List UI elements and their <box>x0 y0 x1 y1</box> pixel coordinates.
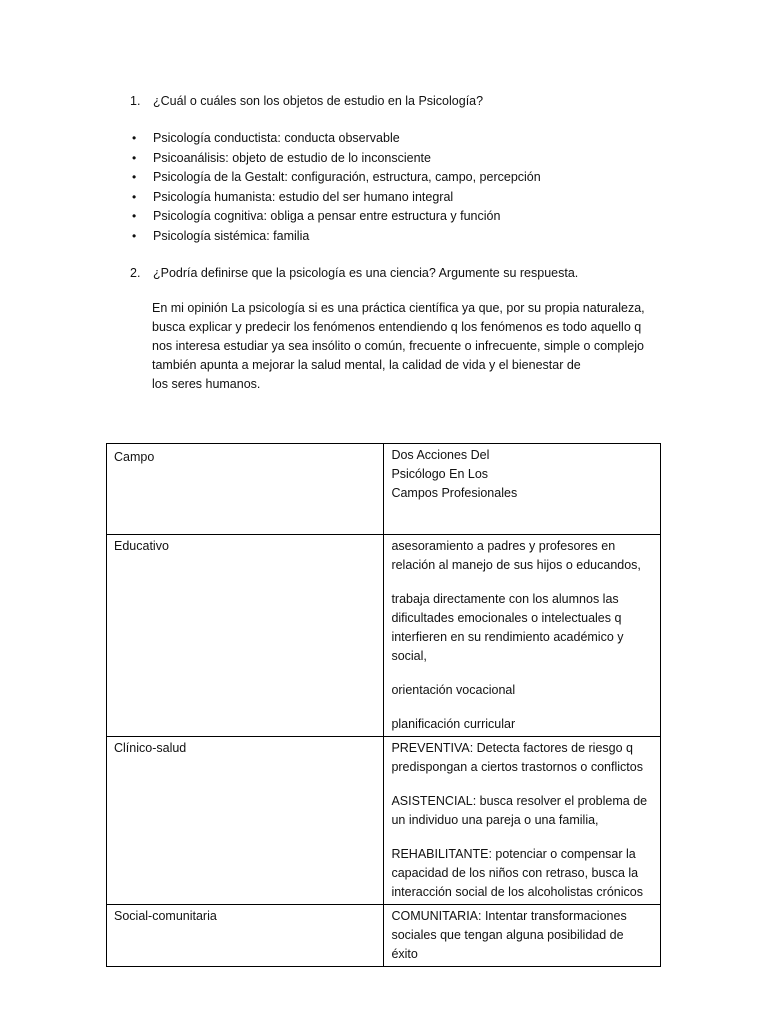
bullet-icon: • <box>132 209 137 223</box>
header-campo: Campo <box>107 444 384 535</box>
acciones-cell: asesoramiento a padres y profesores en relación al manejo de sus hijos o educandos, trabaja directamente con los alumnos las dificultades emocionales o intelectuales q interfieren en su rendimiento académico y social, orientación vocacional planificación curricular <box>384 535 661 737</box>
answer-line: también apunta a mejorar la salud mental, la calidad de vida y el bienestar de <box>152 358 581 372</box>
question-2-number: 2. <box>130 266 141 280</box>
acciones-cell: PREVENTIVA: Detecta factores de riesgo q predispongan a ciertos trastornos o conflictos ASISTENCIAL: busca resolver el problema de un individuo una pareja o una familia, REHABILITANTE: potenciar o compensar la capacidad de los niños con retraso, busca la interacción social de los alcoholistas crónicos <box>384 737 661 905</box>
bullet-icon: • <box>132 228 137 243</box>
table-row <box>107 535 661 737</box>
campo-cell: Social-comunitaria <box>107 905 384 967</box>
bullet-icon: • <box>132 150 137 165</box>
answer-line: En mi opinión La psicología si es una práctica científica ya que, por su propia naturaleza, <box>152 301 645 315</box>
answer-paragraph <box>152 299 672 394</box>
header-acciones: Dos Acciones Del Psicólogo En Los Campos Profesionales <box>384 444 661 535</box>
list-item: • Psicología sistémica: familia <box>132 227 541 247</box>
campo-cell: Educativo <box>107 535 384 737</box>
list-item: • Psicoanálisis: objeto de estudio de lo inconsciente <box>132 149 541 169</box>
answer-line: busca explicar y predecir los fenómenos entendiendo q los fenómenos es todo aquello q <box>152 320 642 334</box>
answer-line: nos interesa estudiar ya sea insólito o común, frecuente o infrecuente, simple o complejo <box>152 339 644 353</box>
study-objects-list <box>132 129 541 246</box>
bullet-icon: • <box>132 189 137 204</box>
table-row <box>107 905 661 967</box>
bullet-icon: • <box>132 131 137 145</box>
question-1-number: 1. <box>130 94 141 108</box>
list-item: • Psicología humanista: estudio del ser humano integral <box>132 188 541 208</box>
list-item: • Psicología de la Gestalt: configuración, estructura, campo, percepción <box>132 168 541 188</box>
list-item: • Psicología cognitiva: obliga a pensar entre estructura y función <box>132 207 541 227</box>
acciones-cell: COMUNITARIA: Intentar transformaciones sociales que tengan alguna posibilidad de éxito <box>384 905 661 967</box>
table-header-row <box>107 444 661 535</box>
professional-fields-table <box>106 443 661 967</box>
campo-cell: Clínico-salud <box>107 737 384 905</box>
question-1-text: ¿Cuál o cuáles son los objetos de estudio en la Psicología? <box>153 94 484 108</box>
list-item: • Psicología conductista: conducta observable <box>132 129 541 149</box>
bullet-icon: • <box>132 170 137 184</box>
question-2-text: ¿Podría definirse que la psicología es una ciencia? Argumente su respuesta. <box>153 266 579 280</box>
answer-line: los seres humanos. <box>152 377 261 391</box>
table-row <box>107 737 661 905</box>
